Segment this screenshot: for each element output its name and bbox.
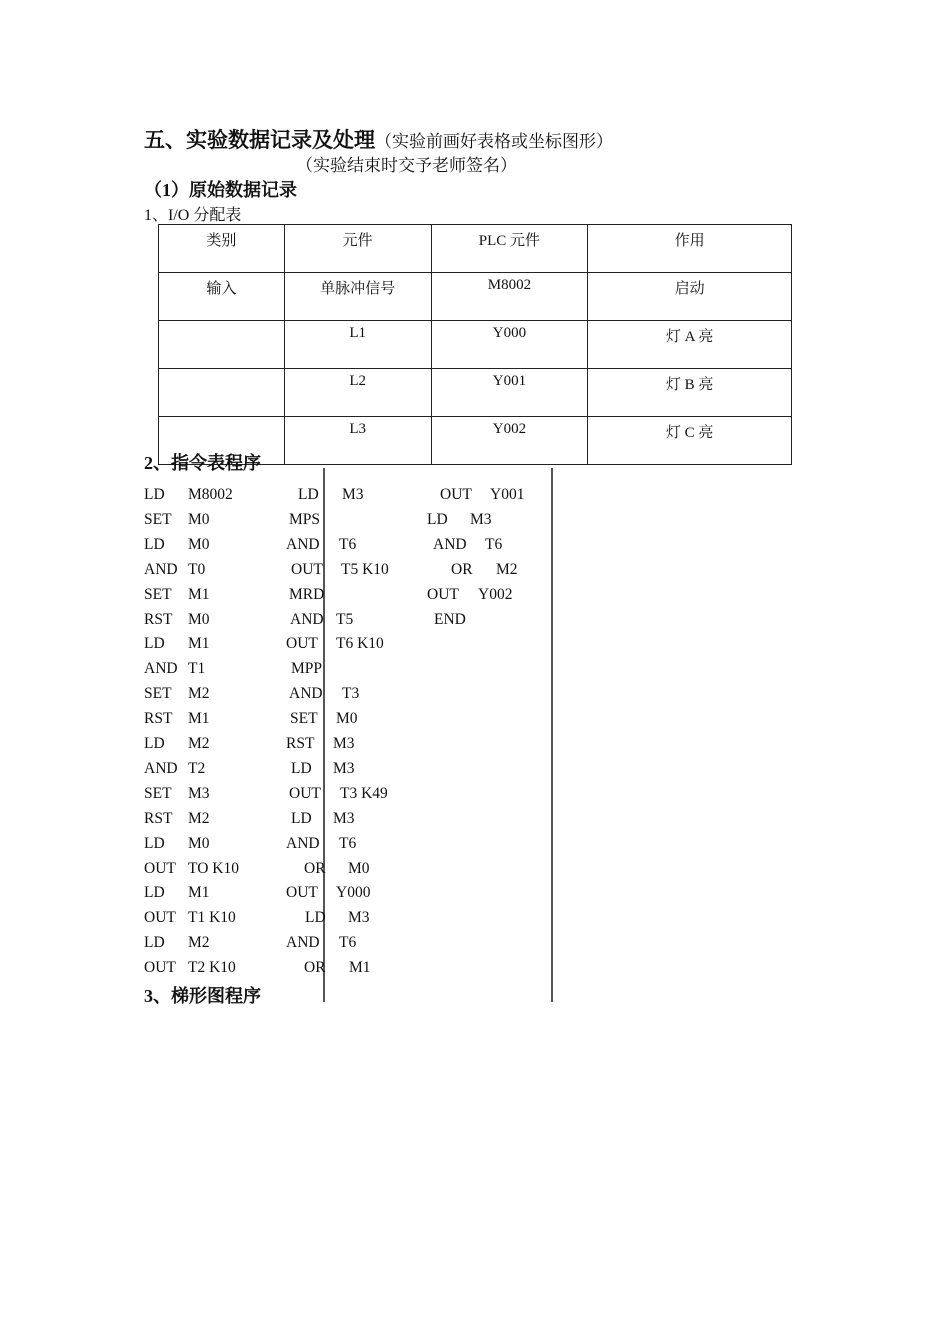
instruction-text: T5 K10 (341, 560, 389, 578)
sign-note: （实验结束时交予老师签名） (296, 156, 517, 175)
instruction-text: AND (144, 660, 178, 678)
column-divider (551, 468, 553, 1002)
instruction-text: SET (144, 585, 172, 603)
instruction-text: M0 (336, 710, 358, 728)
instruction-text: AND (289, 685, 323, 703)
io-cell: 灯 C 亮 (588, 417, 792, 465)
instruction-text: T6 (485, 535, 503, 553)
instruction-text: MPS (289, 510, 321, 528)
instruction-text: SET (290, 710, 318, 728)
instruction-text: OUT (144, 909, 176, 927)
program-column-2-ops (0, 0, 326, 1000)
instruction-text: LD (144, 735, 165, 752)
io-cell: Y001 (431, 369, 588, 417)
instruction-text: T0 (188, 560, 206, 578)
instruction-text: AND (433, 535, 467, 553)
io-cell: M8002 (431, 273, 588, 321)
instruction-text: LD (427, 510, 448, 528)
instruction-text: M0 (188, 834, 210, 852)
instruction-text: M1 (349, 959, 371, 977)
instruction-text: T6 (339, 535, 357, 553)
instruction-text: T1 K10 (188, 909, 236, 927)
instruction-text: LD (144, 535, 165, 553)
instruction-text: T5 (336, 610, 354, 628)
instruction-text: END (434, 610, 466, 628)
instruction-text: LD (144, 635, 165, 653)
instruction-text: M3 (188, 784, 210, 802)
instruction-text: LD (305, 909, 326, 927)
instruction-text: OUT (286, 884, 318, 902)
instruction-text: OR (304, 959, 326, 977)
instruction-text: M3 (333, 809, 355, 827)
instruction-text: M1 (188, 884, 210, 902)
section-title-note: （实验前画好表格或坐标图形） (375, 132, 613, 151)
program-title: 2、指令表程序 (144, 453, 261, 473)
instruction-text: LD (144, 834, 165, 852)
instruction-text: SET (144, 685, 172, 703)
instruction-text: RST (144, 610, 173, 628)
instruction-text: T2 (188, 759, 206, 777)
instruction-text: Y002 (478, 585, 513, 603)
io-header-cell: 类别 (159, 225, 285, 273)
instruction-text: M2 (188, 809, 210, 827)
instruction-text: AND (286, 535, 320, 553)
instruction-text: AND (286, 934, 320, 952)
instruction-text: OUT (144, 959, 176, 977)
instruction-text: M1 (188, 585, 210, 603)
instruction-text: M3 (470, 510, 492, 528)
instruction-text: M1 (188, 710, 210, 728)
io-table-title: 1、I/O 分配表 (144, 207, 242, 224)
io-cell: 灯 A 亮 (588, 321, 792, 369)
instruction-text: M8002 (188, 486, 233, 503)
instruction-text: OUT (427, 585, 459, 603)
ladder-title: 3、梯形图程序 (144, 986, 261, 1006)
instruction-text: T6 (339, 834, 357, 852)
instruction-text: MPP (291, 660, 323, 678)
io-cell: 启动 (588, 273, 792, 321)
instruction-text: T3 (342, 685, 360, 703)
instruction-text: MRD (289, 585, 325, 603)
io-cell: 输入 (159, 273, 285, 321)
instruction-text: SET (144, 510, 172, 528)
instruction-text: LD (291, 759, 312, 777)
io-header-cell: 作用 (588, 225, 792, 273)
sub1-title: （1）原始数据记录 (144, 180, 297, 200)
io-cell: L2 (284, 369, 431, 417)
instruction-text: M0 (188, 610, 210, 628)
instruction-text: AND (144, 560, 178, 578)
instruction-text: LD (144, 934, 165, 952)
instruction-text: M3 (333, 735, 355, 752)
instruction-text: M2 (496, 560, 518, 578)
io-cell: Y002 (431, 417, 588, 465)
instruction-text: T6 K10 (336, 635, 384, 653)
instruction-text: M0 (188, 535, 210, 553)
io-header-cell: 元件 (284, 225, 431, 273)
instruction-text: M3 (333, 759, 355, 777)
io-cell: Y000 (431, 321, 588, 369)
instruction-text: OUT (440, 486, 472, 503)
instruction-text: OR (304, 859, 326, 877)
instruction-text: RST (286, 735, 315, 752)
instruction-text: M3 (342, 486, 364, 503)
instruction-text: AND (290, 610, 324, 628)
instruction-text: T3 K49 (340, 784, 388, 802)
instruction-text: AND (144, 759, 178, 777)
instruction-text: OUT (291, 560, 323, 578)
instruction-text: Y001 (490, 486, 525, 503)
instruction-text: M1 (188, 635, 210, 653)
instruction-text: M3 (348, 909, 370, 927)
instruction-text: AND (286, 834, 320, 852)
instruction-text: T2 K10 (188, 959, 236, 977)
instruction-text: Y000 (336, 884, 371, 902)
instruction-text: LD (298, 486, 319, 503)
section-title-main: 五、实验数据记录及处理 (144, 128, 375, 152)
instruction-text: M2 (188, 685, 210, 703)
instruction-text: M0 (348, 859, 370, 877)
instruction-text: OUT (289, 784, 321, 802)
io-cell: 灯 B 亮 (588, 369, 792, 417)
instruction-text: OR (451, 560, 473, 578)
instruction-text: T6 (339, 934, 357, 952)
instruction-text: OUT (286, 635, 318, 653)
instruction-text: M0 (188, 510, 210, 528)
instruction-text: RST (144, 809, 173, 827)
instruction-text: LD (144, 884, 165, 902)
io-cell: 单脉冲信号 (284, 273, 431, 321)
instruction-text: RST (144, 710, 173, 728)
instruction-text: OUT (144, 859, 176, 877)
instruction-text: SET (144, 784, 172, 802)
instruction-text: T1 (188, 660, 206, 678)
instruction-text: LD (144, 486, 165, 503)
instruction-text: LD (291, 809, 312, 827)
instruction-text: M2 (188, 934, 210, 952)
io-header-cell: PLC 元件 (431, 225, 588, 273)
instruction-text: M2 (188, 735, 210, 752)
io-cell: L3 (284, 417, 431, 465)
instruction-text: TO K10 (188, 859, 239, 877)
io-cell: L1 (284, 321, 431, 369)
